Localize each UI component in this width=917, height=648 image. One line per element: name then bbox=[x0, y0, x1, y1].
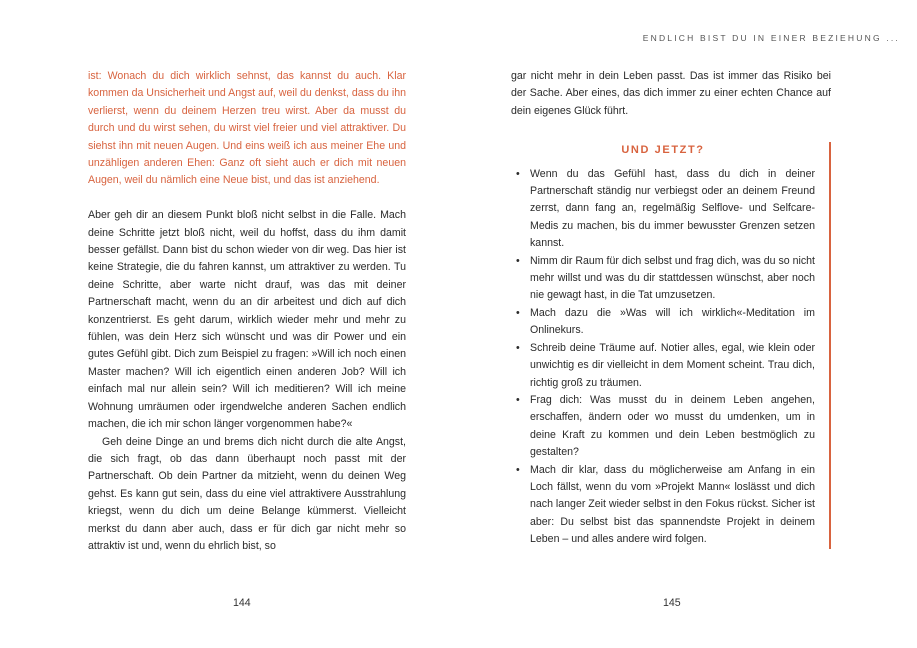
bullet-icon: • bbox=[516, 167, 520, 180]
list-item: • Mach dazu die »Was will ich wirklich«-Meditation im Onlinekurs. bbox=[516, 306, 815, 337]
bullet-icon: • bbox=[516, 254, 520, 267]
running-head: ENDLICH BIST DU IN EINER BEZIEHUNG ... bbox=[642, 33, 900, 43]
right-page bbox=[511, 68, 831, 549]
continuation-paragraph: gar nicht mehr in dein Leben passt. Das ist immer das Risiko bei der Sache. Aber eines, das dich immer zu einer echten Chance auf dein eigenes Glück führt. bbox=[511, 70, 831, 117]
page-number-left: 144 bbox=[233, 597, 251, 609]
bullet-icon: • bbox=[516, 393, 520, 406]
bullet-icon: • bbox=[516, 463, 520, 476]
bullet-icon: • bbox=[516, 306, 520, 319]
body-paragraph-1: Aber geh dir an diesem Punkt bloß nicht selbst in die Falle. Mach deine Schritte jetzt bloß nicht, weil du hoffst, dass du ihm damit besser gefällst. Dann bist du schon wieder von dir weg. Das hier ist keine Strategie, die du fahren kannst, um attraktiver zu werden. Tu deine Schritte, aber warte nicht drauf, was das mit deiner Partnerschaft macht, wenn du an dir arbeitest und dich auf dich konzentrierst. Es geht darum, wirklich wieder mehr und mehr zu fühlen, was dein Herz sich wünscht und was dir Power und ein gutes Gefühl gibt. Dich zum Beispiel zu fragen: »Will ich noch einen Master machen? Will ich eigentlich einen anderen Job? Will ich einfach mal nur allein sein? Will ich meditieren? Will ich meine Wohnung umräumen oder irgendwelche anderen Sachen endlich machen, die ich mir schon länger vorgenommen habe?« bbox=[88, 209, 406, 431]
left-page bbox=[88, 68, 406, 555]
list-item: • Schreib deine Träume auf. Notier alles, egal, wie klein oder unwichtig es dir vielleicht in dem Moment scheint. Trau dich, richtig groß zu träumen. bbox=[516, 341, 815, 389]
list-item: • Wenn du das Gefühl hast, dass du dich in deiner Partnerschaft ständig nur verbiegst oder an deinem Freund zerrst, dann fang an, regelmäßig Selflove- und Selfcare-Medis zu machen, bis du immer bewusster Grenzen setzen kannst. bbox=[516, 167, 815, 250]
page-number-right: 145 bbox=[663, 597, 681, 609]
action-list bbox=[511, 166, 815, 549]
action-box bbox=[511, 142, 831, 548]
intro-paragraph: ist: Wonach du dich wirklich sehnst, das kannst du auch. Klar kommen da Unsicherheit und Angst auf, weil du denkst, dass du ihn verlierst, wenn du deinem Herzen treu wirst. Aber da musst du durch und du wirst sehen, du wirst viel freier und viel attraktiver. Du siehst ihn mit neuen Augen. Und eins weiß ich aus meiner Ehe und unzähligen anderen Ehen: Ganz oft sieht auch er dich mit neuen Augen, weil du nämlich eine Neue bist, und das ist anziehend. bbox=[88, 70, 406, 187]
body-paragraph-2: Geh deine Dinge an und brems dich nicht durch die alte Angst, die sich fragt, ob das dann überhaupt noch passt mit der Partnerschaft. Ob dein Partner da mitzieht, wenn du deinen Weg gehst. Es kann gut sein, dass du eine viel attraktivere Ausstrahlung kriegst, wenn du dich um deine Belange kümmerst. Vielleicht merkst du dann aber auch, dass er für dich gar nicht mehr so attraktiv ist und, wenn du ehrlich bist, so bbox=[88, 435, 406, 552]
bullet-icon: • bbox=[516, 341, 520, 354]
section-heading: UND JETZT? bbox=[621, 144, 705, 157]
list-item: • Mach dir klar, dass du möglicherweise am Anfang in ein Loch fällst, wenn du vom »Projekt Mann« loslässt und dich nach langer Zeit wieder selbst in den Fokus rückst. Sicher ist aber: Du selbst bist das spannendste Projekt in deinem Leben – und alles andere wird folgen. bbox=[516, 463, 815, 546]
list-item: • Frag dich: Was musst du in deinem Leben angehen, erschaffen, ändern oder wo musst du umdenken, um in deine Kraft zu kommen und dein Leben bestmöglich zu gestalten? bbox=[516, 393, 815, 459]
list-item: • Nimm dir Raum für dich selbst und frag dich, was du so nicht mehr willst und was du dir stattdessen wünschst, aber noch nie gewagt hast, in die Tat umzusetzen. bbox=[516, 254, 815, 302]
